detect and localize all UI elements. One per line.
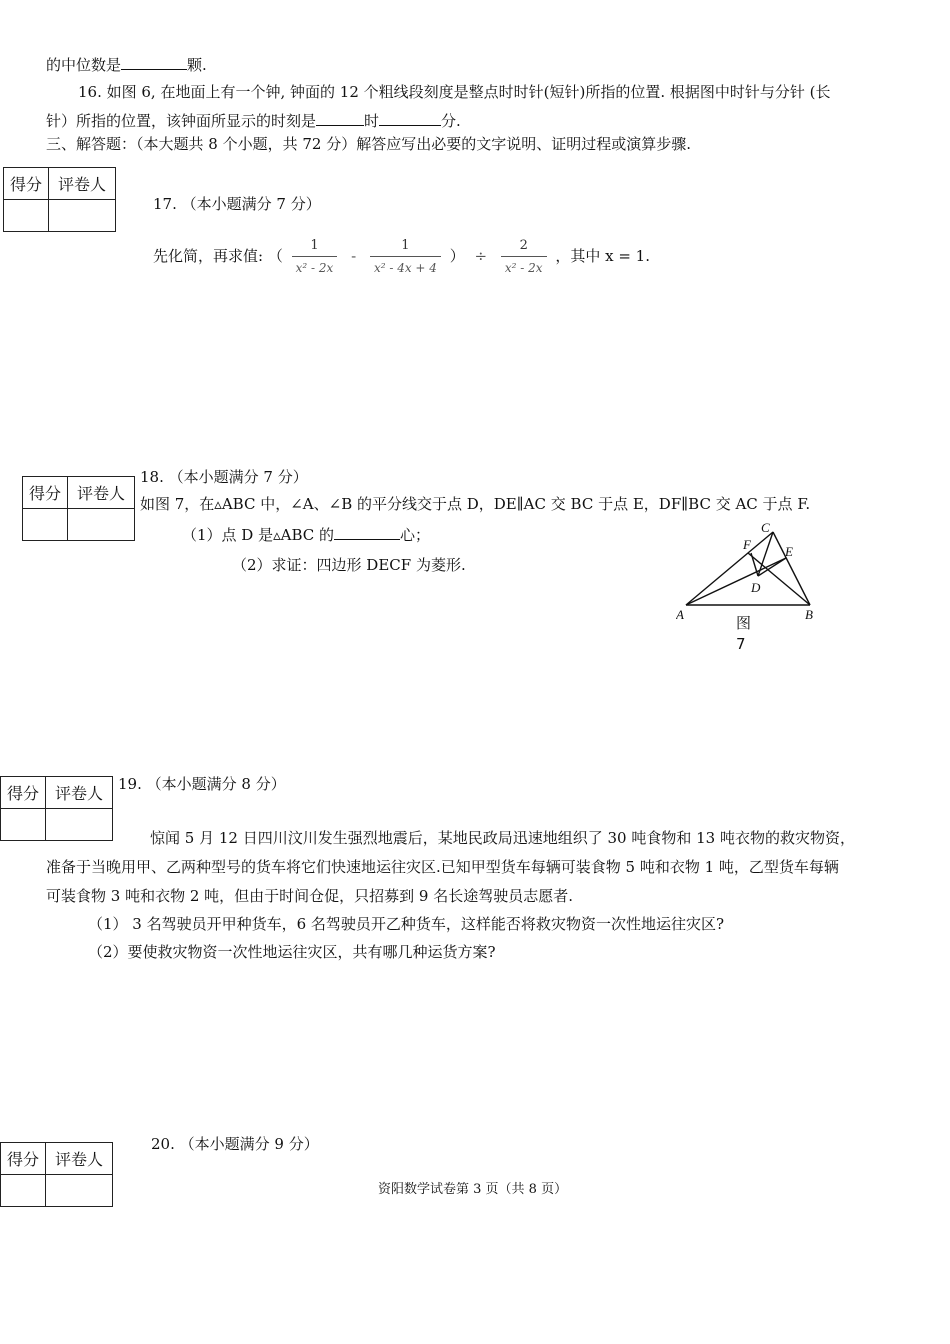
q17-expression — [153, 236, 650, 278]
q17-lparen: （ — [267, 247, 283, 265]
score-box-q18 — [22, 476, 135, 541]
fraction-numerator: 2 — [519, 238, 528, 253]
score-box-q17 — [3, 167, 116, 232]
fraction-denominator: x² - 2x — [501, 256, 547, 278]
fraction-denominator: x² - 2x — [292, 256, 338, 278]
grader-cell[interactable] — [68, 509, 135, 541]
q15-tail-text: 的中位数是 — [46, 56, 122, 74]
label-A: A — [676, 607, 684, 622]
score-box-q19 — [0, 776, 113, 841]
fraction-denominator: x² - 4x + 4 — [370, 256, 441, 278]
q19-part-2: （2）要使救灾物资一次性地运往灾区，共有哪几种运货方案? — [88, 943, 496, 961]
fraction-numerator: 1 — [310, 238, 319, 253]
q17-prompt: 先化简，再求值: — [153, 247, 264, 265]
q15-unit: 颗. — [187, 56, 207, 74]
score-label: 得分 — [4, 168, 49, 200]
figure-7-triangle — [676, 518, 826, 658]
figure-caption-2: 7 — [736, 635, 746, 653]
q18-stem: 如图 7，在▵ABC 中，∠A、∠B 的平分线交于点 D，DE∥AC 交 BC 于点 E，DF∥BC 交 AC 于点 F. — [140, 495, 811, 513]
grader-label: 评卷人 — [68, 477, 135, 509]
q18-answer-blank[interactable] — [334, 524, 400, 540]
score-box-q20 — [0, 1142, 113, 1207]
section-3-header: 三、解答题：（本大题共 8 个小题，共 72 分）解答应写出必要的文字说明、证明过程或演算步骤. — [46, 135, 691, 153]
q19-title: 19. （本小题满分 8 分） — [118, 775, 286, 793]
q17-rparen: ） — [449, 247, 465, 265]
score-label: 得分 — [1, 777, 46, 809]
q18-part-1 — [182, 524, 430, 545]
grader-label: 评卷人 — [46, 777, 113, 809]
q16-hour-blank[interactable] — [316, 110, 364, 126]
q18-part-1-tail: 心； — [400, 526, 431, 544]
q15-answer-blank[interactable] — [121, 54, 187, 70]
q16-hour-unit: 时 — [364, 112, 380, 130]
q18-part-2: （2）求证：四边形 DECF 为菱形. — [232, 556, 466, 574]
score-cell[interactable] — [23, 509, 68, 541]
score-label: 得分 — [23, 477, 68, 509]
q19-paragraph-line-2: 准备于当晚用甲、乙两种型号的货车将它们快速地运往灾区.已知甲型货车每辆可装食物 5 吨和衣物 1 吨，乙型货车每辆 — [46, 858, 839, 876]
q16-line-2-text: 针）所指的位置，该钟面所显示的时刻是 — [46, 112, 317, 130]
score-label: 得分 — [1, 1143, 46, 1175]
q17-tail: ，其中 x = 1. — [555, 247, 650, 265]
q15-tail-line — [46, 54, 207, 75]
fraction-numerator: 1 — [401, 238, 410, 253]
label-E: E — [785, 544, 793, 559]
grader-cell[interactable] — [46, 1175, 113, 1207]
q19-paragraph-line-3: 可装食物 3 吨和衣物 2 吨，但由于时间仓促，只招募到 9 名长途驾驶员志愿者. — [46, 887, 574, 905]
label-D: D — [751, 580, 761, 595]
score-cell[interactable] — [1, 809, 46, 841]
grader-cell[interactable] — [49, 200, 116, 232]
q17-fraction-2 — [370, 236, 441, 278]
q16-minute-blank[interactable] — [379, 110, 441, 126]
bisector-AE — [686, 558, 786, 605]
q17-divide: ÷ — [474, 247, 488, 265]
grader-label: 评卷人 — [49, 168, 116, 200]
score-cell[interactable] — [1, 1175, 46, 1207]
grader-cell[interactable] — [46, 809, 113, 841]
q18-part-1-text: （1）点 D 是▵ABC 的 — [182, 526, 335, 544]
q16-line-2 — [46, 110, 461, 131]
q19-paragraph-line-1: 惊闻 5 月 12 日四川汶川发生强烈地震后，某地民政局迅速地组织了 30 吨食物和 13 吨衣物的救灾物资， — [150, 829, 855, 847]
label-F: F — [743, 537, 751, 552]
side-BC — [773, 532, 810, 605]
q20-title: 20. （本小题满分 9 分） — [151, 1135, 319, 1153]
score-cell[interactable] — [4, 200, 49, 232]
label-B: B — [805, 607, 813, 622]
figure-caption-1: 图 — [736, 614, 752, 632]
page-footer: 资阳数学试卷第 3 页（共 8 页） — [378, 1182, 568, 1197]
label-C: C — [761, 520, 770, 535]
q17-minus: - — [351, 247, 357, 265]
q18-title: 18. （本小题满分 7 分） — [140, 468, 308, 486]
q17-title: 17. （本小题满分 7 分） — [153, 195, 321, 213]
q19-part-1: （1） 3 名驾驶员开甲种货车，6 名驾驶员开乙种货车，这样能否将救灾物资一次性地运往灾区? — [88, 915, 724, 933]
q16-minute-unit: 分. — [441, 112, 461, 130]
q17-fraction-1 — [292, 236, 338, 278]
q17-fraction-3 — [501, 236, 547, 278]
grader-label: 评卷人 — [46, 1143, 113, 1175]
q16-line-1: 16. 如图 6, 在地面上有一个钟, 钟面的 12 个粗线段刻度是整点时时针(短针)所指的位置. 根据图中时针与分针 (长 — [78, 83, 831, 101]
